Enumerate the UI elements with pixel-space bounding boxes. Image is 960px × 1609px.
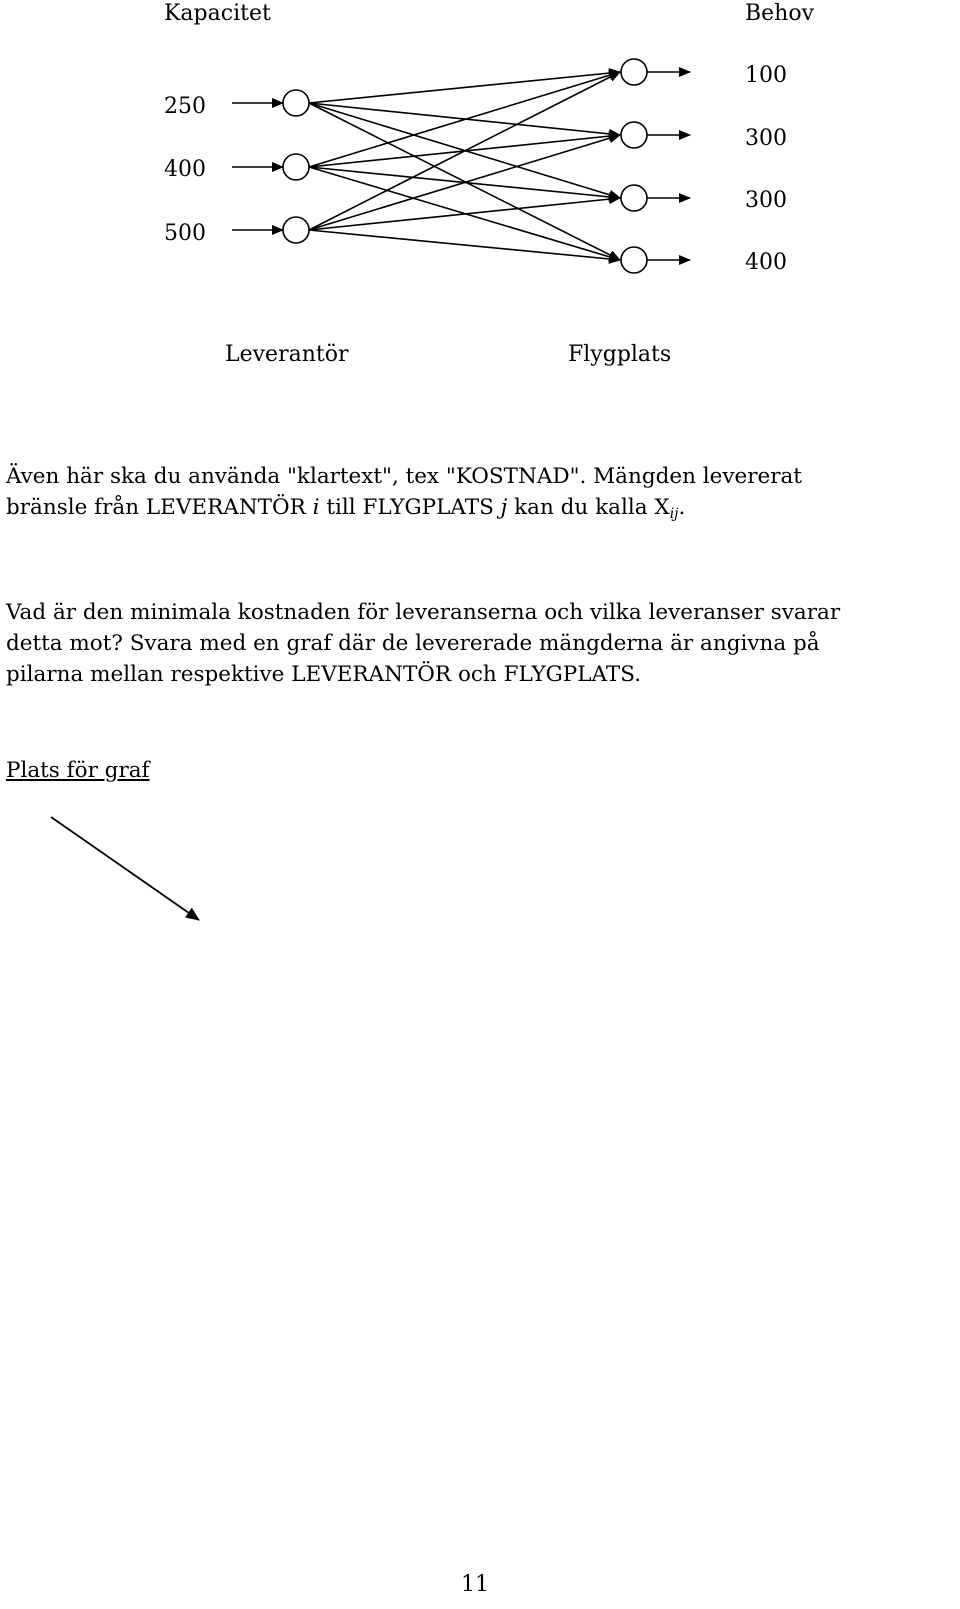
- question-paragraph: [6, 597, 956, 690]
- supplier-label: Leverantör: [225, 342, 349, 367]
- text-run: bränsle från LEVERANTÖR: [6, 495, 313, 520]
- text-run: .: [678, 495, 686, 520]
- capacity-value: 250: [164, 94, 206, 119]
- variable-j: j: [500, 495, 508, 520]
- paragraph-line: pilarna mellan respektive LEVERANTÖR och FLYGPLATS.: [6, 662, 642, 687]
- supplier-node: [283, 90, 309, 116]
- edge-arrow: [309, 198, 620, 230]
- instruction-paragraph: [6, 461, 956, 526]
- capacity-value: 500: [164, 221, 206, 246]
- airport-node: [621, 59, 647, 85]
- demand-value: 300: [745, 126, 787, 151]
- supplier-node: [283, 154, 309, 180]
- edge-arrow: [309, 72, 620, 167]
- edge-arrow: [309, 135, 620, 230]
- capacity-header: Kapacitet: [164, 1, 271, 26]
- airport-label: Flygplats: [568, 342, 672, 367]
- edge-arrow: [309, 72, 620, 230]
- text-run: till FLYGPLATS: [319, 495, 501, 520]
- paragraph-line: detta mot? Svara med en graf där de levererade mängderna är angivna på: [6, 631, 820, 656]
- subscript-ij: ij: [669, 506, 679, 522]
- edge-arrow: [309, 230, 620, 260]
- airport-node: [621, 122, 647, 148]
- demand-value: 100: [745, 63, 787, 88]
- capacity-value: 400: [164, 157, 206, 182]
- edge-arrow: [309, 72, 620, 103]
- demand-value: 400: [745, 250, 787, 275]
- page-number: 11: [461, 1572, 489, 1597]
- network-diagram: [0, 0, 960, 400]
- graph-space-label: Plats för graf: [6, 758, 150, 783]
- airport-node: [621, 185, 647, 211]
- demand-value: 300: [745, 188, 787, 213]
- airport-node: [621, 247, 647, 273]
- paragraph-line: Vad är den minimala kostnaden för leveranserna och vilka leveranser svarar: [6, 600, 841, 625]
- text-run: kan du kalla X: [507, 495, 670, 520]
- paragraph-line: Även här ska du använda "klartext", tex "KOSTNAD". Mängden levererat: [6, 464, 802, 489]
- pointer-arrow-icon: [0, 780, 260, 930]
- paragraph-line: [6, 492, 956, 526]
- variable-i: i: [312, 495, 320, 520]
- supplier-node: [283, 217, 309, 243]
- demand-header: Behov: [745, 1, 815, 26]
